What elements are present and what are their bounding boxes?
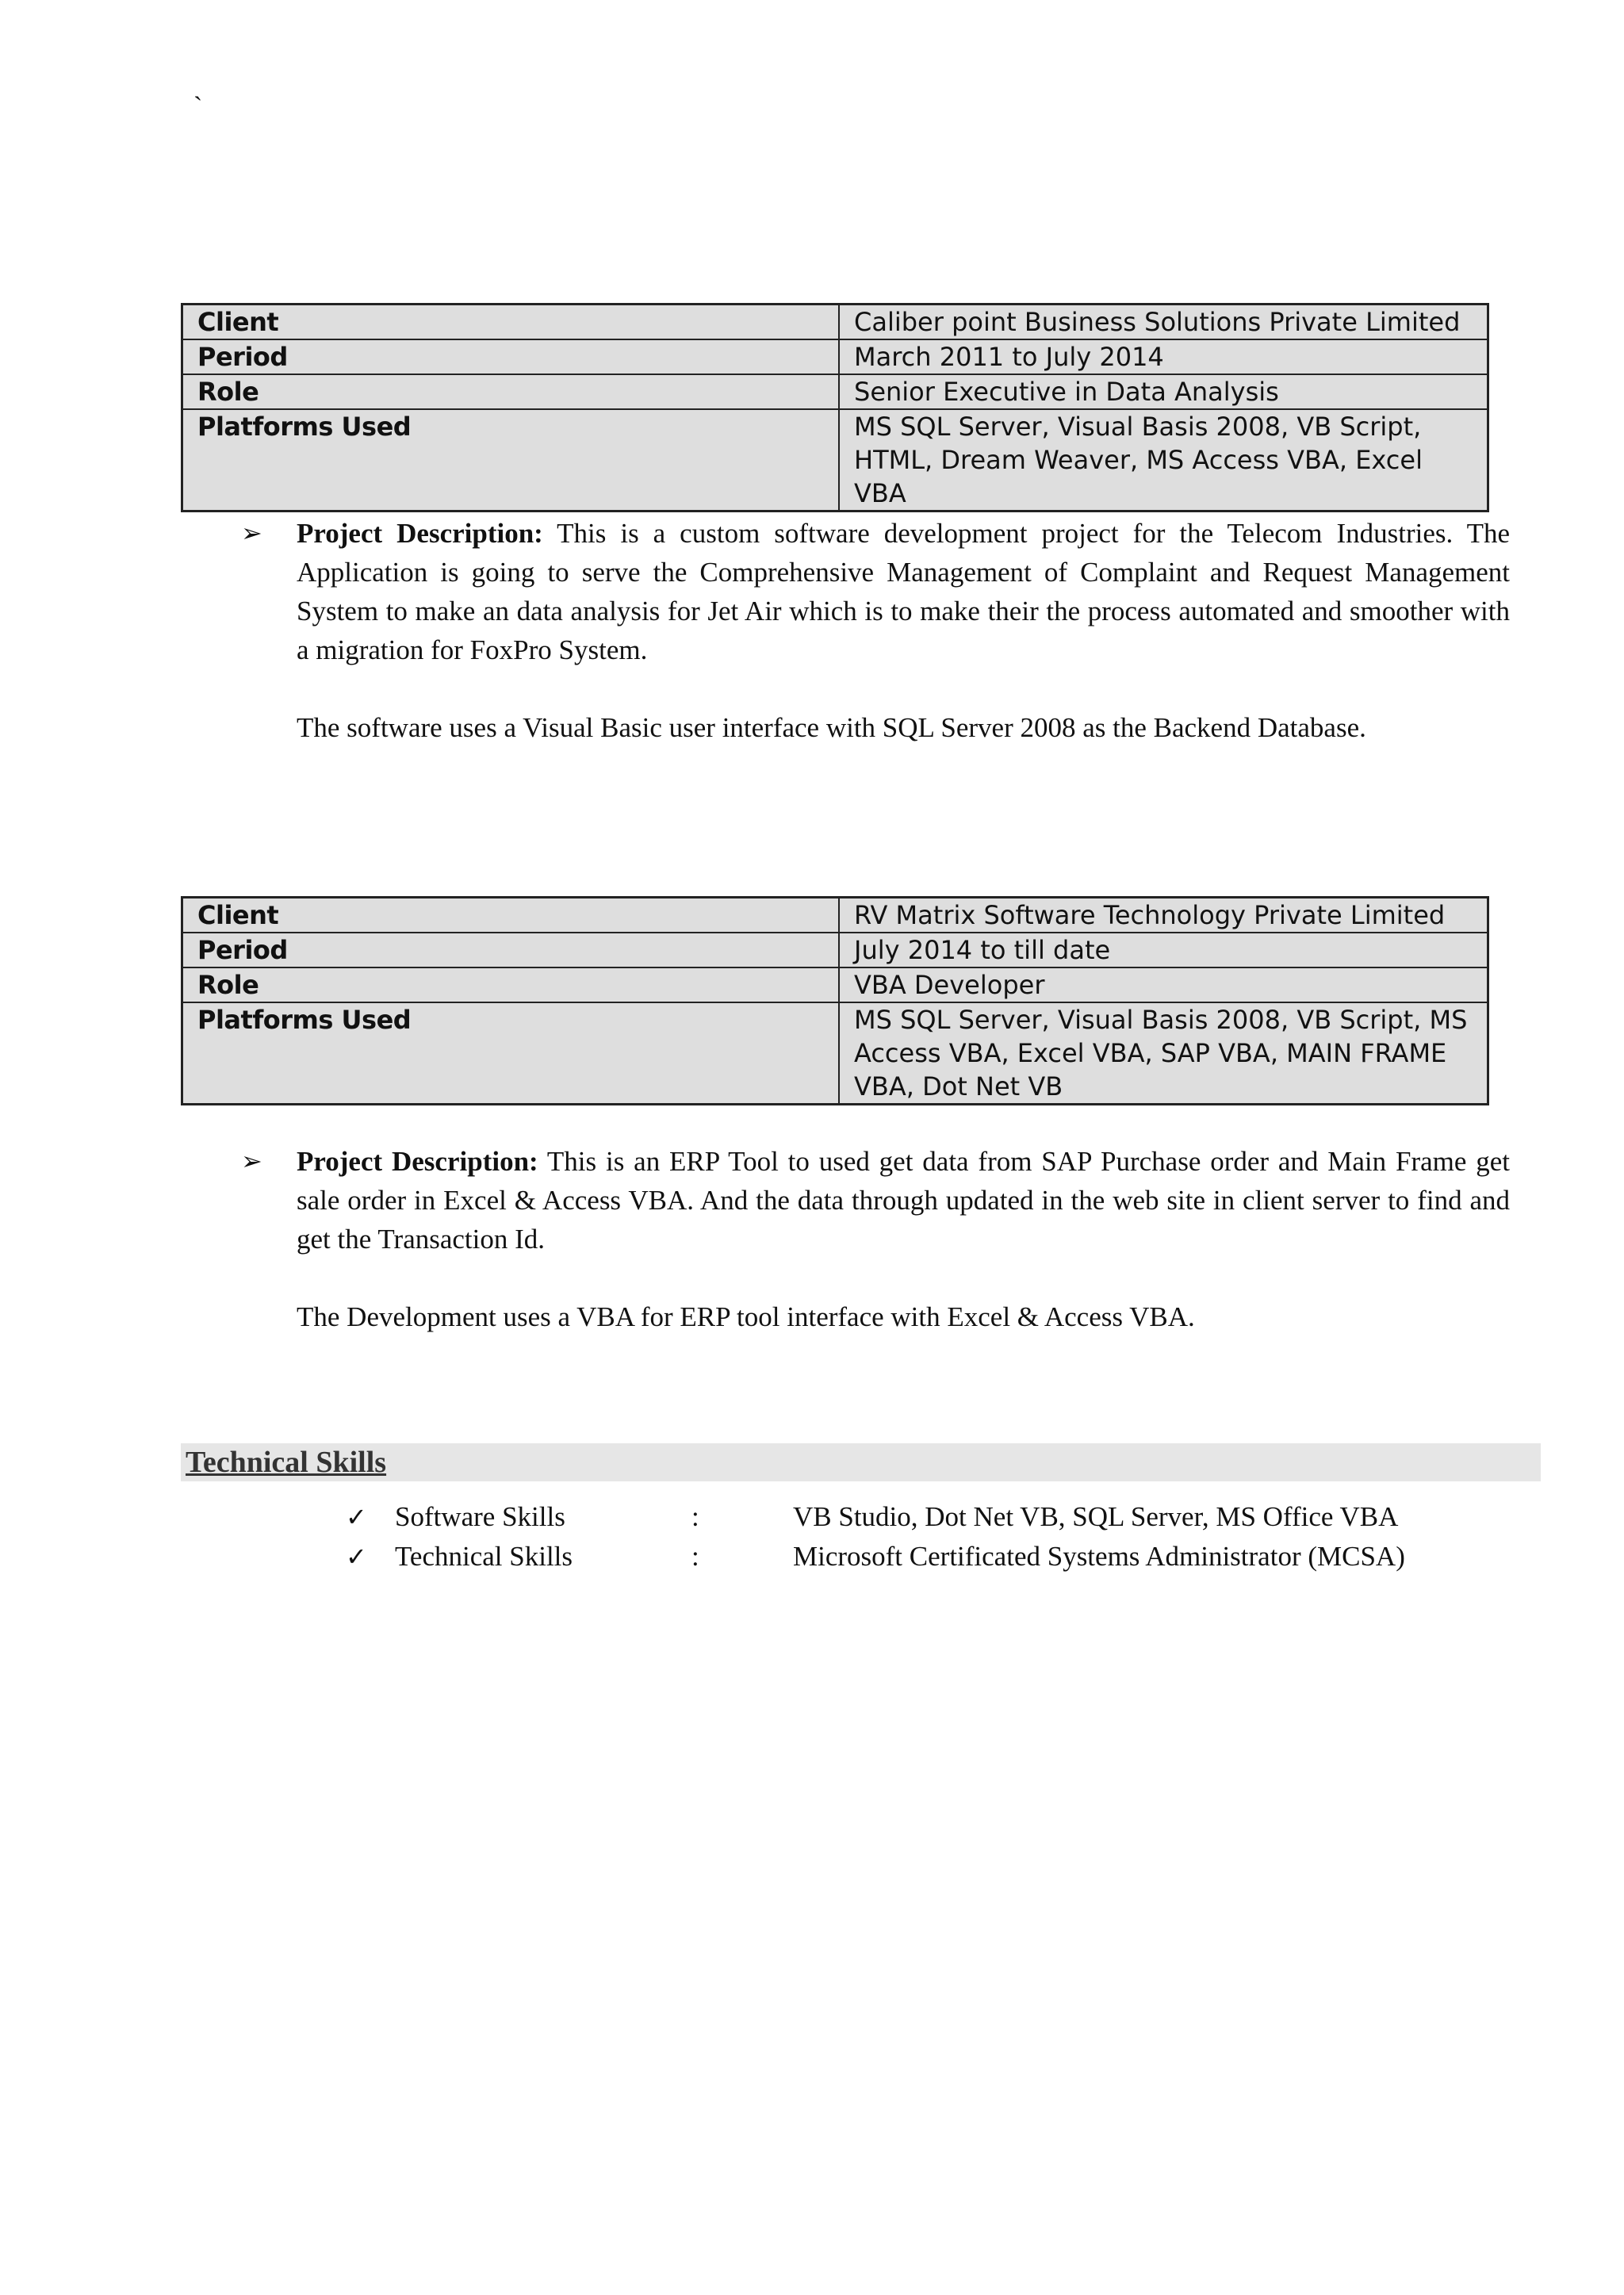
project-2-info-table bbox=[181, 896, 1489, 1105]
skill-value: Microsoft Certificated Systems Administrator (MCSA) bbox=[793, 1541, 1405, 1572]
description-label: Project Description: bbox=[297, 1146, 538, 1177]
section-title: Technical Skills bbox=[186, 1446, 387, 1479]
technical-skills-header bbox=[181, 1443, 1541, 1481]
platforms-label: Platforms Used bbox=[182, 1002, 840, 1105]
skill-separator: : bbox=[691, 1541, 699, 1572]
list-item bbox=[346, 1497, 1535, 1537]
stray-mark: ` bbox=[193, 92, 203, 121]
project-2-description bbox=[241, 1142, 1510, 1336]
check-mark-icon: ✓ bbox=[346, 1542, 367, 1572]
check-mark-icon: ✓ bbox=[346, 1502, 367, 1532]
role-label: Role bbox=[182, 374, 840, 409]
client-value: RV Matrix Software Technology Private Limited bbox=[839, 898, 1488, 933]
description-paragraph bbox=[297, 1142, 1510, 1259]
period-label: Period bbox=[182, 933, 840, 967]
skill-label: Technical Skills bbox=[395, 1541, 573, 1572]
arrow-bullet-icon: ➢ bbox=[241, 1146, 262, 1176]
project-1-description bbox=[241, 514, 1510, 747]
platforms-label: Platforms Used bbox=[182, 409, 840, 511]
table-row bbox=[182, 305, 1488, 340]
arrow-bullet-icon: ➢ bbox=[241, 518, 262, 548]
client-label: Client bbox=[182, 898, 840, 933]
period-value: July 2014 to till date bbox=[839, 933, 1488, 967]
description-note: The software uses a Visual Basic user interface with SQL Server 2008 as the Backend Database. bbox=[297, 712, 1366, 743]
description-text: This is a custom software development project for the Telecom Industries. The Application is going to serve the Comprehensive Management of Complaint and Request Management System to make an data analysis for Jet Air which is to make their the process automated and smoother with a migration for FoxPro System. bbox=[297, 518, 1510, 665]
table-row bbox=[182, 898, 1488, 933]
description-text: This is an ERP Tool to used get data from SAP Purchase order and Main Frame get sale order in Excel & Access VBA. And the data through updated in the web site in client server to find and get the Transaction Id. bbox=[297, 1146, 1510, 1255]
project-1-info-table bbox=[181, 303, 1489, 512]
role-value: Senior Executive in Data Analysis bbox=[839, 374, 1488, 409]
role-label: Role bbox=[182, 967, 840, 1002]
table-row bbox=[182, 339, 1488, 374]
skill-separator: : bbox=[691, 1501, 699, 1532]
role-value: VBA Developer bbox=[839, 967, 1488, 1002]
technical-skills-list bbox=[346, 1497, 1535, 1577]
list-item bbox=[346, 1537, 1535, 1577]
platforms-value: MS SQL Server, Visual Basis 2008, VB Script, HTML, Dream Weaver, MS Access VBA, Excel VBA bbox=[839, 409, 1488, 511]
period-label: Period bbox=[182, 339, 840, 374]
client-value: Caliber point Business Solutions Private Limited bbox=[839, 305, 1488, 340]
skill-label: Software Skills bbox=[395, 1501, 565, 1532]
table-row bbox=[182, 409, 1488, 511]
description-label: Project Description: bbox=[297, 518, 543, 549]
platforms-value: MS SQL Server, Visual Basis 2008, VB Script, MS Access VBA, Excel VBA, SAP VBA, MAIN FRAME VBA, Dot Net VB bbox=[839, 1002, 1488, 1105]
table-row bbox=[182, 967, 1488, 1002]
table-row bbox=[182, 1002, 1488, 1105]
description-paragraph bbox=[297, 514, 1510, 669]
table-row bbox=[182, 933, 1488, 967]
period-value: March 2011 to July 2014 bbox=[839, 339, 1488, 374]
client-label: Client bbox=[182, 305, 840, 340]
skill-value: VB Studio, Dot Net VB, SQL Server, MS Office VBA bbox=[793, 1501, 1399, 1532]
description-note: The Development uses a VBA for ERP tool interface with Excel & Access VBA. bbox=[297, 1301, 1195, 1332]
table-row bbox=[182, 374, 1488, 409]
